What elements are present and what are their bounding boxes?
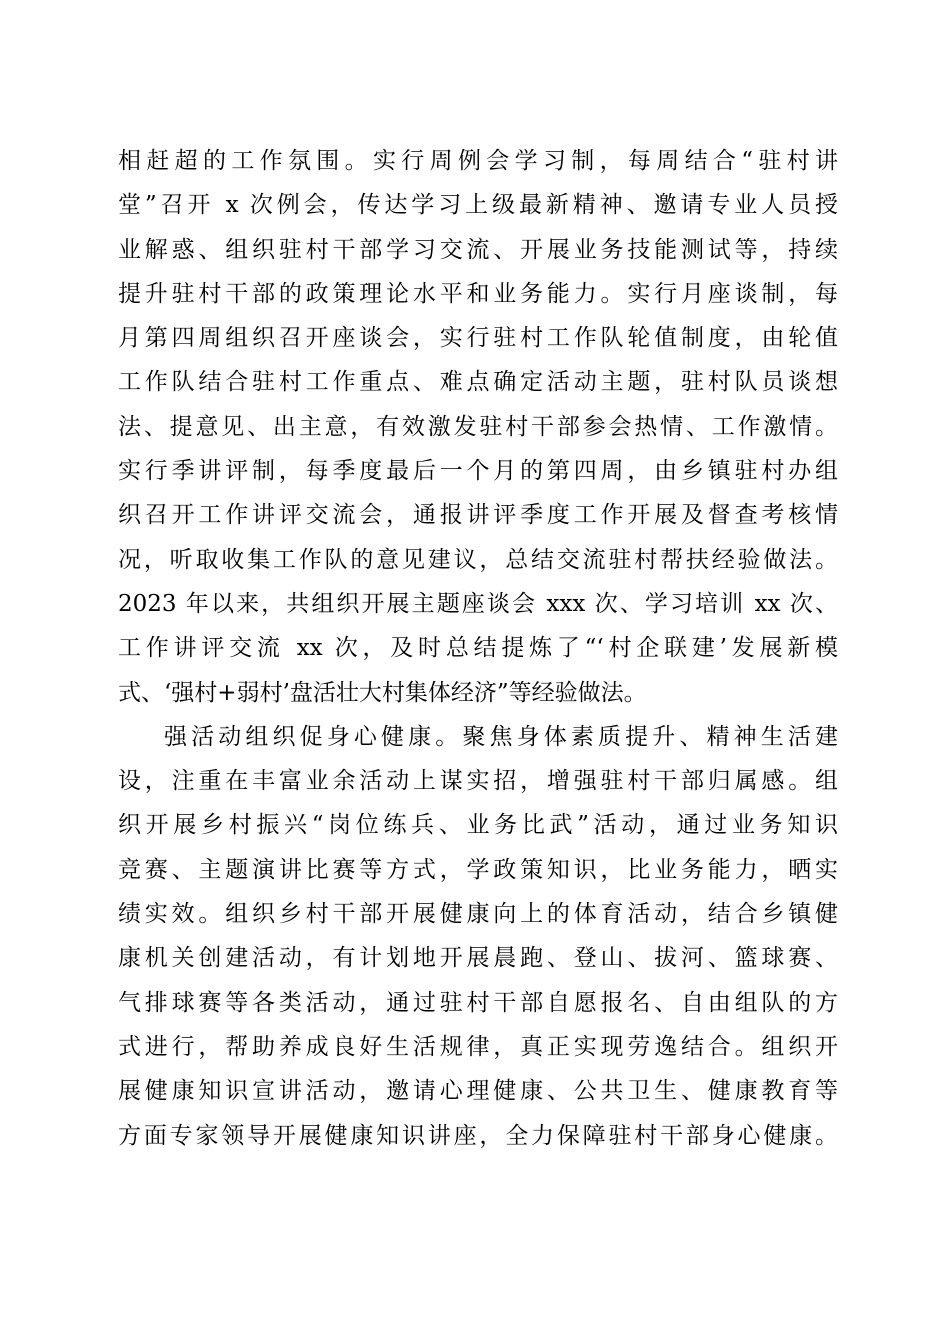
text-line: 气排球赛等各类活动，通过驻村干部自愿报名、自由组队的方	[118, 989, 838, 1016]
text-line: 工作讲评交流 xx 次，及时总结提炼了“‘村企联建’发展新模	[118, 635, 838, 662]
text-line: 2023 年以来，共组织开展主题座谈会 xxx 次、学习培训 xx 次、	[118, 590, 838, 617]
text-line: 实行季讲评制，每季度最后一个月的第四周，由乡镇驻村办组	[118, 458, 838, 485]
paragraph-2	[118, 715, 838, 1158]
text-line: 工作队结合驻村工作重点、难点确定活动主题，驻村队员谈想	[118, 369, 838, 396]
text-line: 竞赛、主题演讲比赛等方式，学政策知识，比业务能力，晒实	[118, 856, 838, 883]
paragraph-1	[118, 139, 838, 715]
text-line: 提升驻村干部的政策理论水平和业务能力。实行月座谈制，每	[118, 280, 838, 307]
text-line: 法、提意见、出主意，有效激发驻村干部参会热情、工作激情。	[118, 413, 838, 440]
text-line: 绩实效。组织乡村干部开展健康向上的体育活动，结合乡镇健	[118, 901, 838, 928]
text-line: 式、‘强村+弱村’盘活壮大村集体经济”等经验做法。	[118, 679, 647, 706]
text-line: 织开展乡村振兴“岗位练兵、业务比武”活动，通过业务知识	[118, 812, 838, 839]
text-line: 方面专家领导开展健康知识讲座，全力保障驻村干部身心健康。	[118, 1122, 838, 1149]
text-line: 堂”召开 x 次例会，传达学习上级最新精神、邀请专业人员授	[118, 192, 838, 219]
text-line: 相赶超的工作氛围。实行周例会学习制，每周结合“驻村讲	[118, 148, 838, 174]
body-text	[118, 139, 838, 1158]
text-line: 式进行，帮助养成良好生活规律，真正实现劳逸结合。组织开	[118, 1033, 838, 1060]
text-line: 月第四周组织召开座谈会，实行驻村工作队轮值制度，由轮值	[118, 325, 838, 352]
text-line: 康机关创建活动，有计划地开展晨跑、登山、拔河、篮球赛、	[118, 945, 838, 972]
text-line: 设，注重在丰富业余活动上谋实招，增强驻村干部归属感。组	[118, 768, 838, 795]
text-line: 展健康知识宣讲活动，邀请心理健康、公共卫生、健康教育等	[118, 1078, 838, 1105]
text-line: 况，听取收集工作队的意见建议，总结交流驻村帮扶经验做法。	[118, 546, 838, 573]
text-line: 织召开工作讲评交流会，通报讲评季度工作开展及督查考核情	[118, 502, 838, 529]
text-line: 强活动组织促身心健康。聚焦身体素质提升、精神生活建	[164, 723, 838, 750]
text-line: 业解惑、组织驻村干部学习交流、开展业务技能测试等，持续	[118, 236, 838, 263]
